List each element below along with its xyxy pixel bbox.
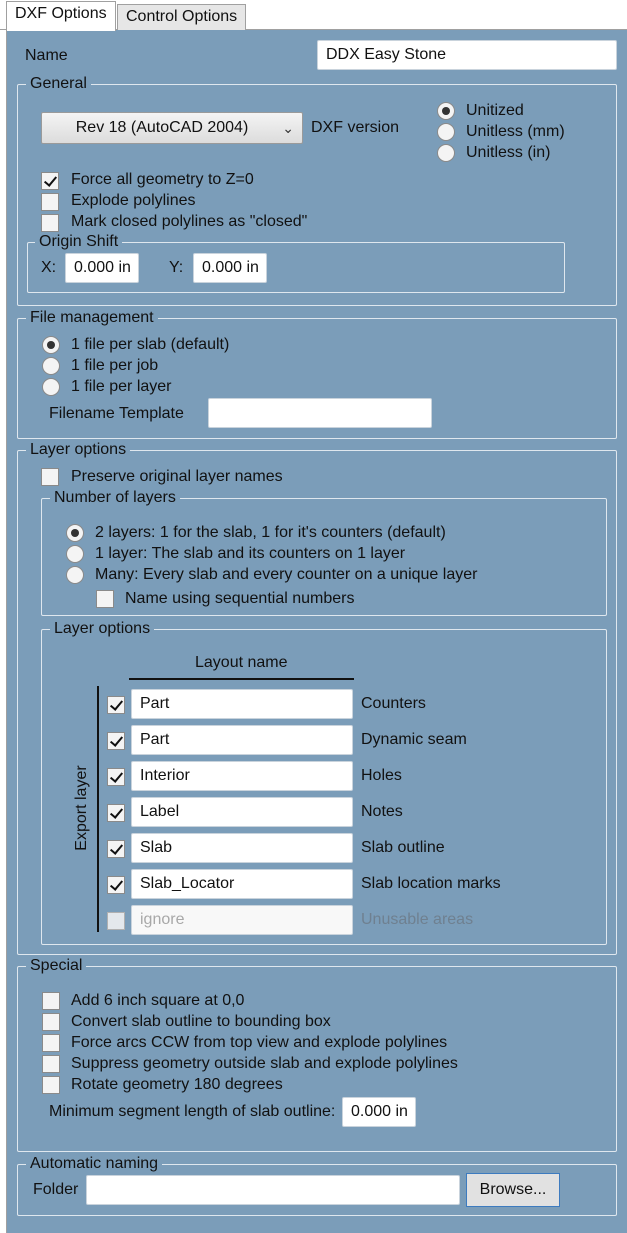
layout-name-header-rule	[129, 678, 354, 680]
counters-layer-input[interactable]: Part	[131, 689, 353, 719]
export-slab-outline-checkbox[interactable]	[107, 840, 125, 858]
chevron-down-icon: ⌄	[282, 120, 294, 136]
preserve-layer-names-label: Preserve original layer names	[71, 468, 283, 485]
force-z-label: Force all geometry to Z=0	[71, 171, 254, 188]
export-unusable-areas-checkbox	[107, 912, 125, 930]
slab-outline-layer-input[interactable]: Slab	[131, 833, 353, 863]
min-segment-label: Minimum segment length of slab outline:	[49, 1103, 336, 1120]
one-layer-radio[interactable]	[66, 545, 84, 563]
sequential-numbers-label: Name using sequential numbers	[125, 590, 355, 607]
layer-mapping-legend: Layer options	[50, 619, 154, 639]
many-layers-label: Many: Every slab and every counter on a unique layer	[95, 566, 478, 583]
notes-layer-input[interactable]: Label	[131, 797, 353, 827]
export-slab-location-checkbox[interactable]	[107, 876, 125, 894]
mark-closed-checkbox[interactable]	[41, 214, 59, 232]
mark-closed-label: Mark closed polylines as "closed"	[71, 213, 308, 230]
counters-label: Counters	[361, 695, 426, 712]
number-of-layers-legend: Number of layers	[50, 488, 180, 508]
tab-control-options[interactable]: Control Options	[117, 4, 246, 30]
unitless-mm-radio[interactable]	[437, 123, 455, 141]
unitless-mm-label: Unitless (mm)	[466, 123, 565, 140]
explode-polylines-label: Explode polylines	[71, 192, 196, 209]
export-notes-checkbox[interactable]	[107, 804, 125, 822]
many-layers-radio[interactable]	[66, 566, 84, 584]
slab-location-layer-input[interactable]: Slab_Locator	[131, 869, 353, 899]
origin-shift-legend: Origin Shift	[35, 232, 122, 252]
unitized-label: Unitized	[466, 102, 524, 119]
notes-label: Notes	[361, 803, 403, 820]
browse-button[interactable]: Browse...	[466, 1173, 560, 1207]
two-layers-label: 2 layers: 1 for the slab, 1 for it's counters (default)	[95, 524, 446, 541]
min-segment-input[interactable]: 0.000 in	[342, 1097, 416, 1127]
file-per-layer-label: 1 file per layer	[71, 378, 172, 395]
add-square-checkbox[interactable]	[42, 992, 60, 1010]
suppress-geometry-label: Suppress geometry outside slab and explode polylines	[71, 1055, 458, 1072]
force-arcs-ccw-checkbox[interactable]	[42, 1034, 60, 1052]
special-legend: Special	[26, 956, 86, 976]
sequential-numbers-checkbox[interactable]	[96, 590, 114, 608]
rotate-geometry-label: Rotate geometry 180 degrees	[71, 1076, 283, 1093]
file-management-legend: File management	[26, 308, 158, 328]
origin-x-label: X:	[41, 259, 57, 276]
folder-input[interactable]	[86, 1175, 460, 1205]
name-input[interactable]: DDX Easy Stone	[317, 40, 617, 70]
add-square-label: Add 6 inch square at 0,0	[71, 992, 245, 1009]
name-label: Name	[25, 47, 68, 64]
dxf-options-panel	[6, 30, 627, 1233]
export-dynamic-seam-checkbox[interactable]	[107, 732, 125, 750]
origin-y-input[interactable]: 0.000 in	[193, 253, 267, 283]
file-per-job-radio[interactable]	[42, 357, 60, 375]
dxf-version-select[interactable]	[41, 112, 303, 144]
bounding-box-label: Convert slab outline to bounding box	[71, 1013, 331, 1030]
unusable-areas-layer-input: ignore	[131, 905, 353, 935]
export-holes-checkbox[interactable]	[107, 768, 125, 786]
file-per-slab-radio[interactable]	[42, 336, 60, 354]
tab-strip	[0, 0, 627, 30]
unusable-areas-label: Unusable areas	[361, 911, 474, 928]
file-per-layer-radio[interactable]	[42, 378, 60, 396]
dynamic-seam-label: Dynamic seam	[361, 731, 467, 748]
unitless-in-label: Unitless (in)	[466, 144, 551, 161]
two-layers-radio[interactable]	[66, 524, 84, 542]
layer-options-legend: Layer options	[26, 440, 130, 460]
file-per-slab-label: 1 file per slab (default)	[71, 336, 230, 353]
folder-label: Folder	[33, 1181, 79, 1198]
dxf-version-value: Rev 18 (AutoCAD 2004)	[75, 119, 249, 136]
force-arcs-ccw-label: Force arcs CCW from top view and explode polylines	[71, 1034, 448, 1051]
explode-polylines-checkbox[interactable]	[41, 193, 59, 211]
origin-y-label: Y:	[169, 259, 184, 276]
rotate-geometry-checkbox[interactable]	[42, 1076, 60, 1094]
automatic-naming-legend: Automatic naming	[26, 1154, 162, 1174]
tab-dxf-options[interactable]: DXF Options	[6, 1, 116, 31]
layout-name-header: Layout name	[195, 654, 288, 671]
export-layer-rule	[97, 686, 99, 932]
suppress-geometry-checkbox[interactable]	[42, 1055, 60, 1073]
origin-x-input[interactable]: 0.000 in	[65, 253, 139, 283]
bounding-box-checkbox[interactable]	[42, 1013, 60, 1031]
export-layer-label: Export layer	[73, 765, 90, 851]
dynamic-seam-layer-input[interactable]: Part	[131, 725, 353, 755]
export-counters-checkbox[interactable]	[107, 696, 125, 714]
unitized-radio[interactable]	[437, 102, 455, 120]
holes-layer-input[interactable]: Interior	[131, 761, 353, 791]
general-legend: General	[26, 74, 91, 94]
filename-template-label: Filename Template	[49, 405, 184, 422]
file-per-job-label: 1 file per job	[71, 357, 159, 374]
unitless-in-radio[interactable]	[437, 144, 455, 162]
slab-location-label: Slab location marks	[361, 875, 501, 892]
one-layer-label: 1 layer: The slab and its counters on 1 layer	[95, 545, 406, 562]
holes-label: Holes	[361, 767, 402, 784]
dxf-version-label: DXF version	[311, 119, 400, 136]
slab-outline-label: Slab outline	[361, 839, 445, 856]
preserve-layer-names-checkbox[interactable]	[41, 468, 59, 486]
force-z-checkbox[interactable]	[41, 172, 59, 190]
filename-template-input[interactable]	[208, 398, 432, 428]
